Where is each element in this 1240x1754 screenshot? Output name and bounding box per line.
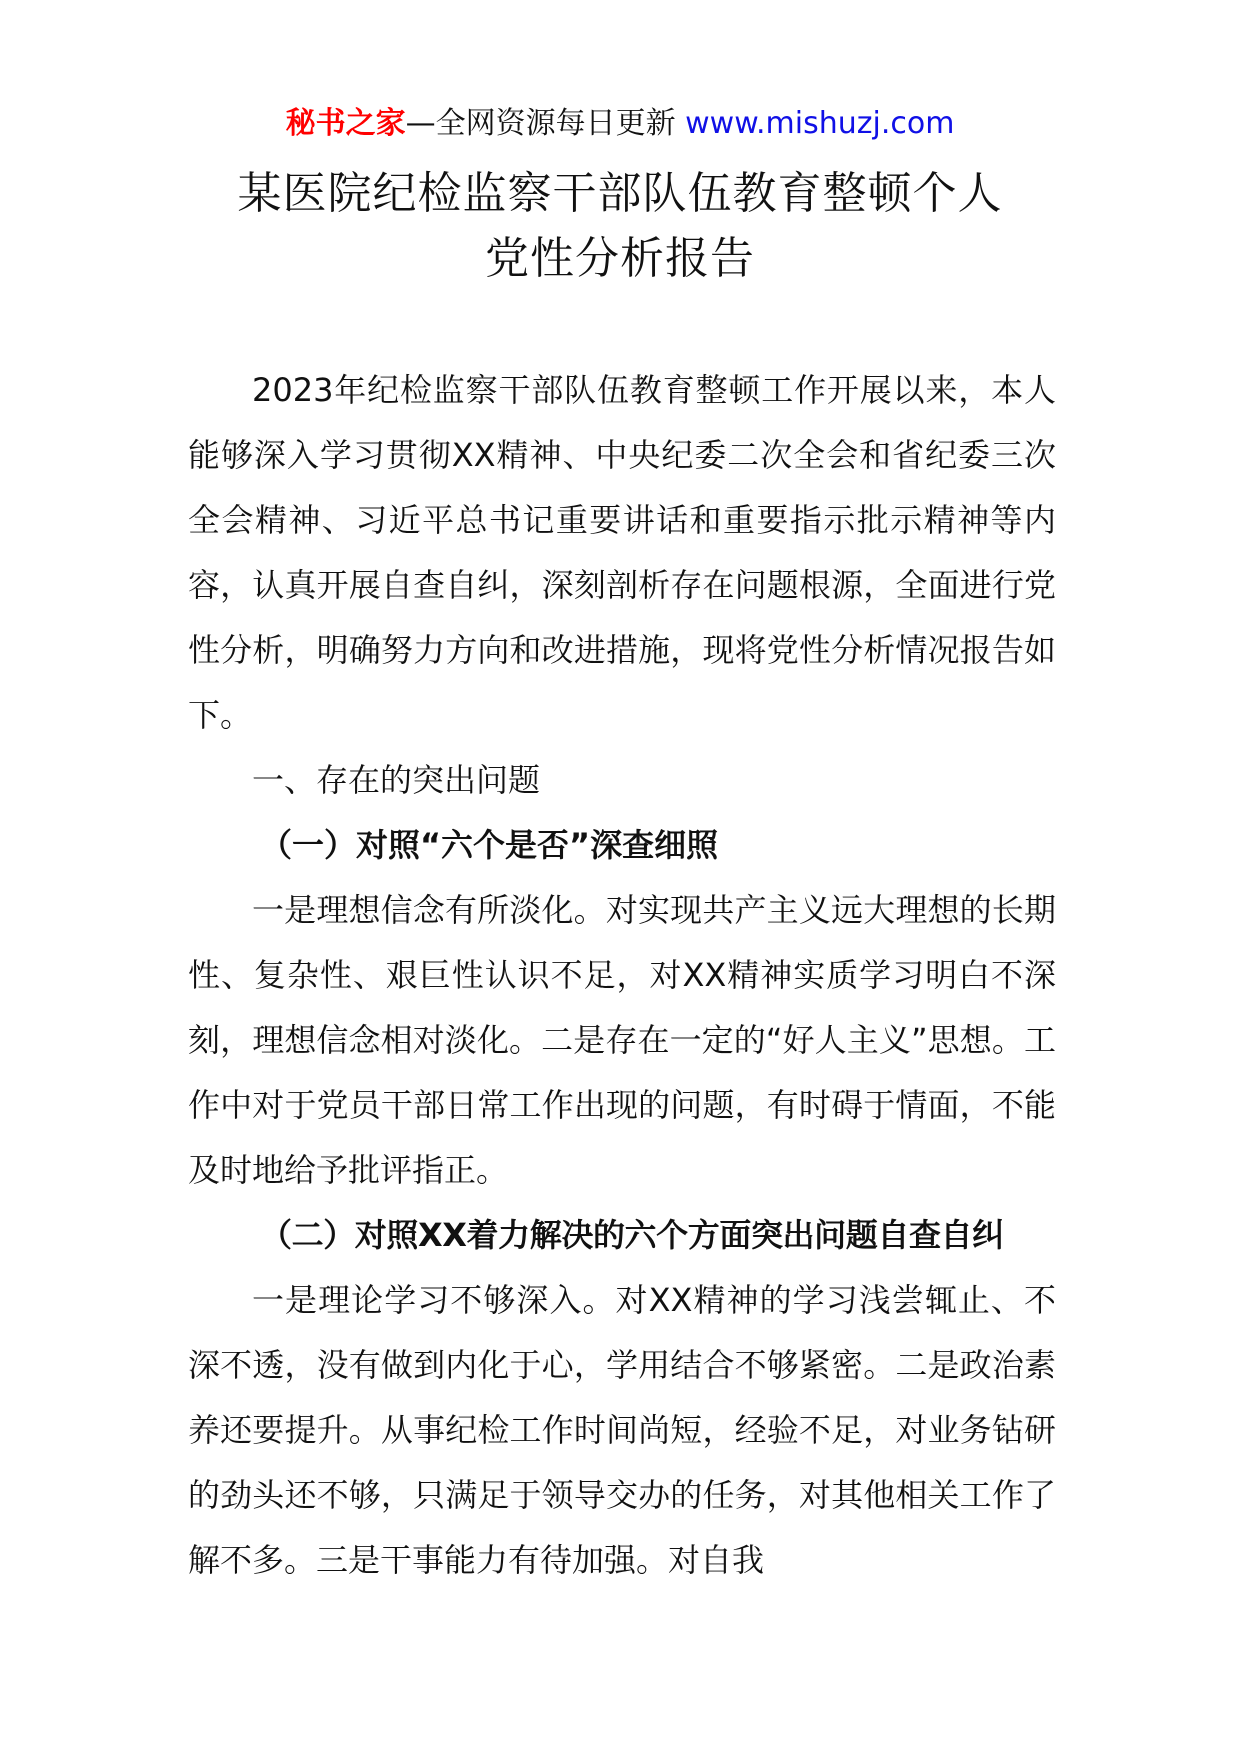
- intro-paragraph: 2023年纪检监察干部队伍教育整顿工作开展以来，本人能够深入学习贯彻XX精神、中央纪委二次全会和省纪委三次全会精神、习近平总书记重要讲话和重要指示批示精神等内容，认真开展自查自纠，深刻剖析存在问题根源，全面进行党性分析，明确努力方向和改进措施，现将党性分析情况报告如下。: [188, 371, 1056, 734]
- watermark-header: [0, 104, 1240, 144]
- site-link[interactable]: www.mishuzj.com: [685, 106, 955, 141]
- document-title-line-1: 某医院纪检监察干部队伍教育整顿个人: [237, 168, 1003, 219]
- document-title-line-2: 党性分析报告: [485, 233, 755, 284]
- subsection-heading-1: （一）对照“六个是否”深查细照: [260, 826, 719, 864]
- brand-name: 秘书之家: [285, 106, 406, 141]
- subsection-heading-2: （二）对照XX着力解决的六个方面突出问题自查自纠: [260, 1216, 1004, 1254]
- subsection-2-paragraph: 一是理论学习不够深入。对XX精神的学习浅尝辄止、不深不透，没有做到内化于心，学用结合不够紧密。二是政治素养还要提升。从事纪检工作时间尚短，经验不足，对业务钻研的劲头还不够，只满足于领导交办的任务，对其他相关工作了解不多。三是干事能力有待加强。对自我: [188, 1281, 1056, 1579]
- subsection-1-paragraph: 一是理想信念有所淡化。对实现共产主义远大理想的长期性、复杂性、艰巨性认识不足，对XX精神实质学习明白不深刻，理想信念相对淡化。二是存在一定的“好人主义”思想。工作中对于党员干部日常工作出现的问题，有时碍于情面，不能及时地给予批评指正。: [188, 891, 1056, 1189]
- document-body: [188, 358, 1056, 1593]
- brand-tagline: —全网资源每日更新: [405, 106, 676, 141]
- section-heading-1: 一、存在的突出问题: [252, 761, 541, 799]
